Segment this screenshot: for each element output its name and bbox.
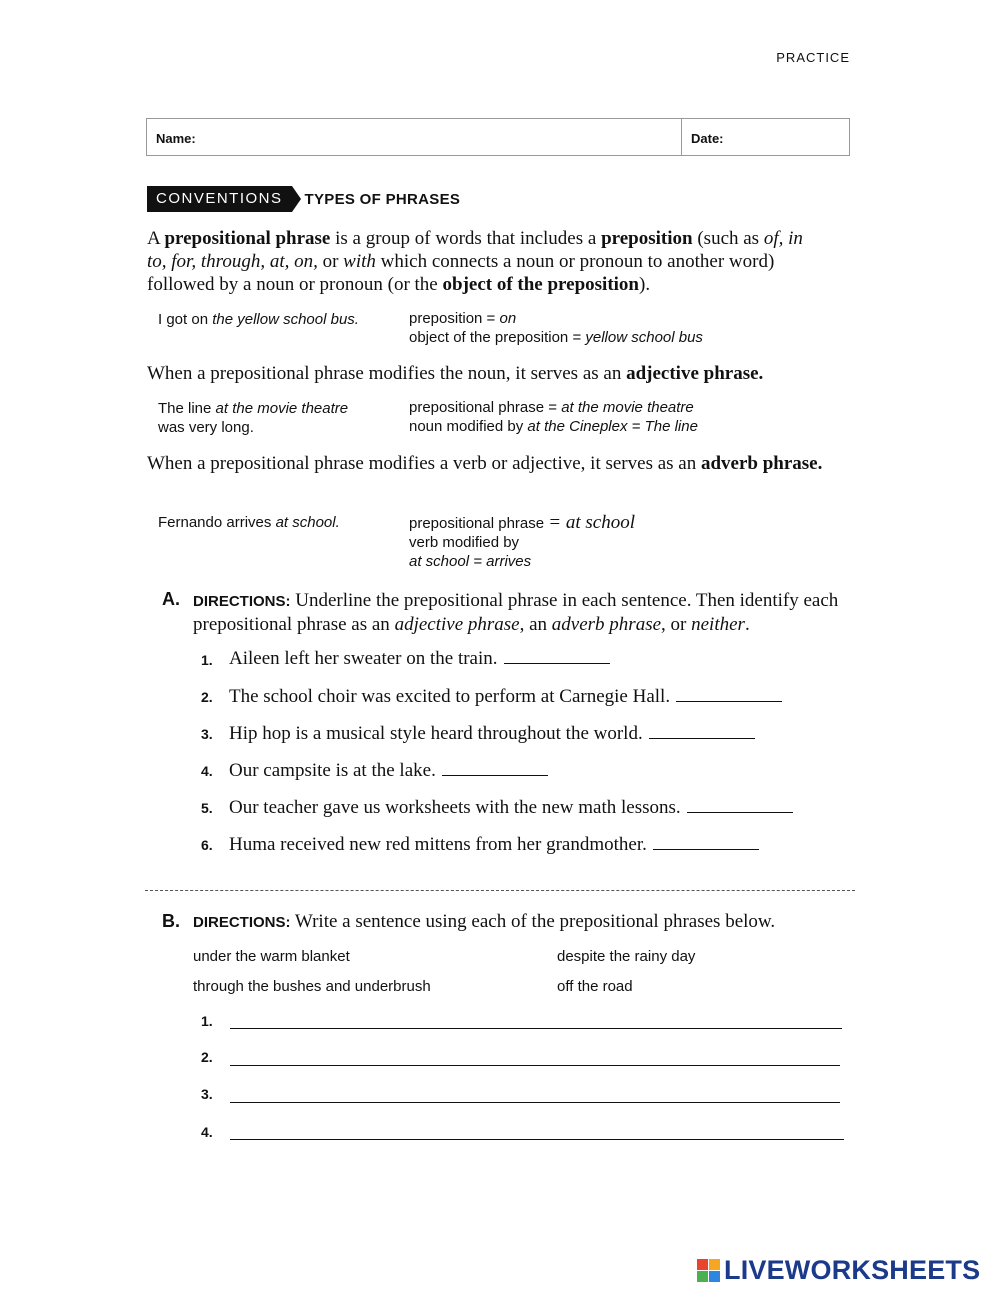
- section-a-letter: A.: [162, 589, 180, 609]
- question-number: 4.: [201, 763, 213, 779]
- example2-sentence: The line at the movie theatre was very long.: [158, 400, 349, 436]
- question-number: 1.: [201, 652, 213, 668]
- answer-blank[interactable]: [676, 687, 782, 702]
- logo-block: [709, 1259, 720, 1270]
- section-divider: [145, 890, 855, 891]
- line-number: 3.: [201, 1086, 213, 1102]
- intro-paragraph: A prepositional phrase is a group of words that includes a preposition (such as of, in to, for, through, at, on, or with which connects a noun or pronoun to another word) followed by a noun or pronoun (or the object of the preposition).: [147, 228, 803, 295]
- question-2: The school choir was excited to perform at Carnegie Hall.: [229, 686, 782, 708]
- line-number: 1.: [201, 1013, 213, 1029]
- question-1: Aileen left her sweater on the train.: [229, 648, 610, 670]
- example1-explanation: preposition = on object of the preposition = yellow school bus: [409, 310, 703, 346]
- name-field[interactable]: [147, 119, 681, 155]
- phrase-item: off the road: [557, 978, 633, 995]
- question-3: Hip hop is a musical style heard throughout the world.: [229, 723, 755, 745]
- topic-title: TYPES OF PHRASES: [304, 190, 461, 208]
- answer-blank[interactable]: [442, 761, 548, 776]
- answer-line-4[interactable]: [230, 1139, 844, 1140]
- section-a-directions: DIRECTIONS: Underline the prepositional phrase in each sentence. Then identify each prepositional phrase as an adjective phrase, an adverb phrase, or neither.: [193, 590, 839, 635]
- date-field[interactable]: [681, 119, 849, 155]
- question-6: Huma received new red mittens from her grandmother.: [229, 834, 759, 856]
- date-label: Date:: [691, 131, 724, 146]
- line-number: 4.: [201, 1124, 213, 1140]
- phrase-item: under the warm blanket: [193, 948, 350, 965]
- conventions-tag: CONVENTIONS: [147, 186, 292, 212]
- example1-sentence: I got on the yellow school bus.: [158, 311, 359, 328]
- example2-explanation: prepositional phrase = at the movie theatre noun modified by at the Cineplex = The line: [409, 399, 698, 435]
- logo-block: [697, 1259, 708, 1270]
- practice-label: PRACTICE: [776, 50, 850, 65]
- phrase-item: through the bushes and underbrush: [193, 978, 431, 995]
- logo-block: [709, 1271, 720, 1282]
- example3-explanation: prepositional phrase = at school verb modified by at school = arrives: [409, 512, 635, 570]
- logo-blocks-icon: [697, 1259, 720, 1282]
- question-4: Our campsite is at the lake.: [229, 760, 548, 782]
- name-date-box: [146, 118, 850, 156]
- question-5: Our teacher gave us worksheets with the new math lessons.: [229, 797, 793, 819]
- example3-sentence: Fernando arrives at school.: [158, 514, 340, 531]
- logo-wordmark: LIVEWORKSHEETS: [724, 1254, 981, 1285]
- adjective-paragraph: When a prepositional phrase modifies the noun, it serves as an adjective phrase.: [147, 363, 764, 384]
- answer-blank[interactable]: [649, 724, 755, 739]
- question-number: 5.: [201, 800, 213, 816]
- liveworksheets-logo[interactable]: [697, 1253, 980, 1287]
- answer-line-3[interactable]: [230, 1102, 840, 1103]
- question-number: 2.: [201, 689, 213, 705]
- answer-line-2[interactable]: [230, 1065, 840, 1066]
- adverb-paragraph: When a prepositional phrase modifies a verb or adjective, it serves as an adverb phrase.: [147, 453, 823, 474]
- arrow-icon: [292, 186, 301, 212]
- answer-blank[interactable]: [653, 835, 759, 850]
- section-b-directions: DIRECTIONS: Write a sentence using each of the prepositional phrases below.: [193, 911, 776, 932]
- question-number: 6.: [201, 837, 213, 853]
- answer-blank[interactable]: [504, 649, 610, 664]
- name-label: Name:: [156, 131, 196, 146]
- line-number: 2.: [201, 1049, 213, 1065]
- answer-blank[interactable]: [687, 798, 793, 813]
- section-b-letter: B.: [162, 911, 180, 931]
- answer-line-1[interactable]: [230, 1028, 842, 1029]
- question-number: 3.: [201, 726, 213, 742]
- logo-block: [697, 1271, 708, 1282]
- conventions-heading: [147, 186, 460, 212]
- phrase-item: despite the rainy day: [557, 948, 696, 965]
